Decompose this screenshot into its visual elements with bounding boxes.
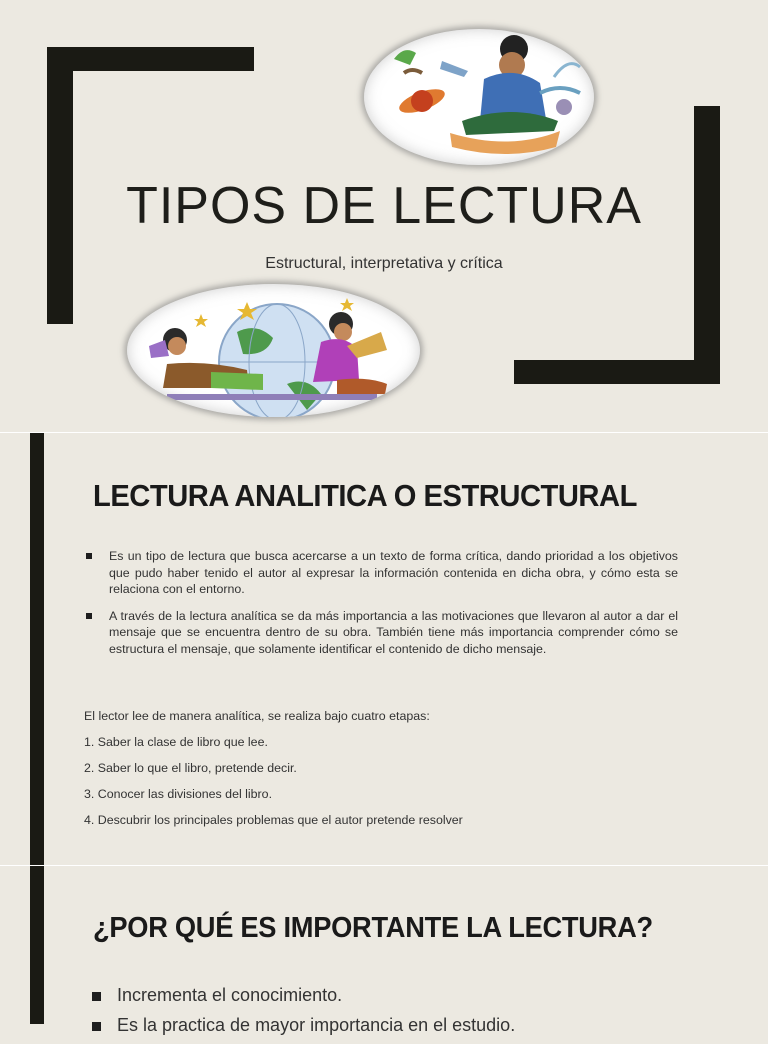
bullet-text: Es la practica de mayor importancia en el estudio. bbox=[117, 1015, 516, 1035]
bullet-text: A través de la lectura analítica se da más importancia a las motivaciones que llevaron al autor a dar el mensaje que se encuentra dentro de su obra. También tiene más importancia comprender cómo se estructura el mensaje, que solamente identificar el contenido de dicho mensaje. bbox=[109, 608, 678, 656]
square-bullet-icon bbox=[92, 1022, 101, 1031]
square-bullet-icon bbox=[92, 992, 101, 1001]
bullet-list bbox=[92, 984, 515, 1044]
slide-subtitle: Estructural, interpretativa y crítica bbox=[265, 255, 503, 272]
left-accent-bar bbox=[30, 433, 44, 865]
square-bullet-icon bbox=[86, 613, 92, 619]
frame-bottom-right-vertical bbox=[694, 106, 720, 384]
child-reading-illustration bbox=[364, 29, 594, 165]
slide-title bbox=[0, 0, 768, 432]
list-item bbox=[92, 984, 515, 1014]
square-bullet-icon bbox=[86, 553, 92, 559]
step-item: 3. Conocer las divisiones del libro. bbox=[84, 787, 273, 801]
steps-intro: El lector lee de manera analítica, se realiza bajo cuatro etapas: bbox=[84, 709, 430, 723]
slide-title-heading: TIPOS DE LECTURA bbox=[126, 177, 642, 235]
list-item bbox=[84, 548, 678, 598]
list-item bbox=[92, 1014, 515, 1044]
step-item: 1. Saber la clase de libro que lee. bbox=[84, 735, 268, 749]
bullet-list bbox=[84, 548, 678, 667]
bullet-text: Incrementa el conocimiento. bbox=[117, 985, 343, 1005]
step-item: 4. Descubrir los principales problemas que el autor pretende resolver bbox=[84, 813, 463, 827]
steps-block bbox=[84, 708, 684, 838]
list-item bbox=[84, 608, 678, 658]
frame-top-left-horizontal bbox=[47, 47, 254, 71]
frame-bottom-right-horizontal bbox=[514, 360, 720, 384]
bullet-text: Es un tipo de lectura que busca acercarse a un texto de forma crítica, dando prioridad a los objetivos que pudo haber tenido el autor al expresar la información contenida en dicha obra, y cómo esta se relaciona con el entorno. bbox=[109, 549, 678, 596]
children-globe-illustration bbox=[127, 284, 420, 417]
slide-heading: ¿POR QUÉ ES IMPORTANTE LA LECTURA? bbox=[93, 912, 653, 944]
step-item: 2. Saber lo que el libro, pretende decir. bbox=[84, 761, 297, 775]
slide-heading: LECTURA ANALITICA O ESTRUCTURAL bbox=[93, 478, 637, 513]
left-accent-bar bbox=[30, 866, 44, 1024]
